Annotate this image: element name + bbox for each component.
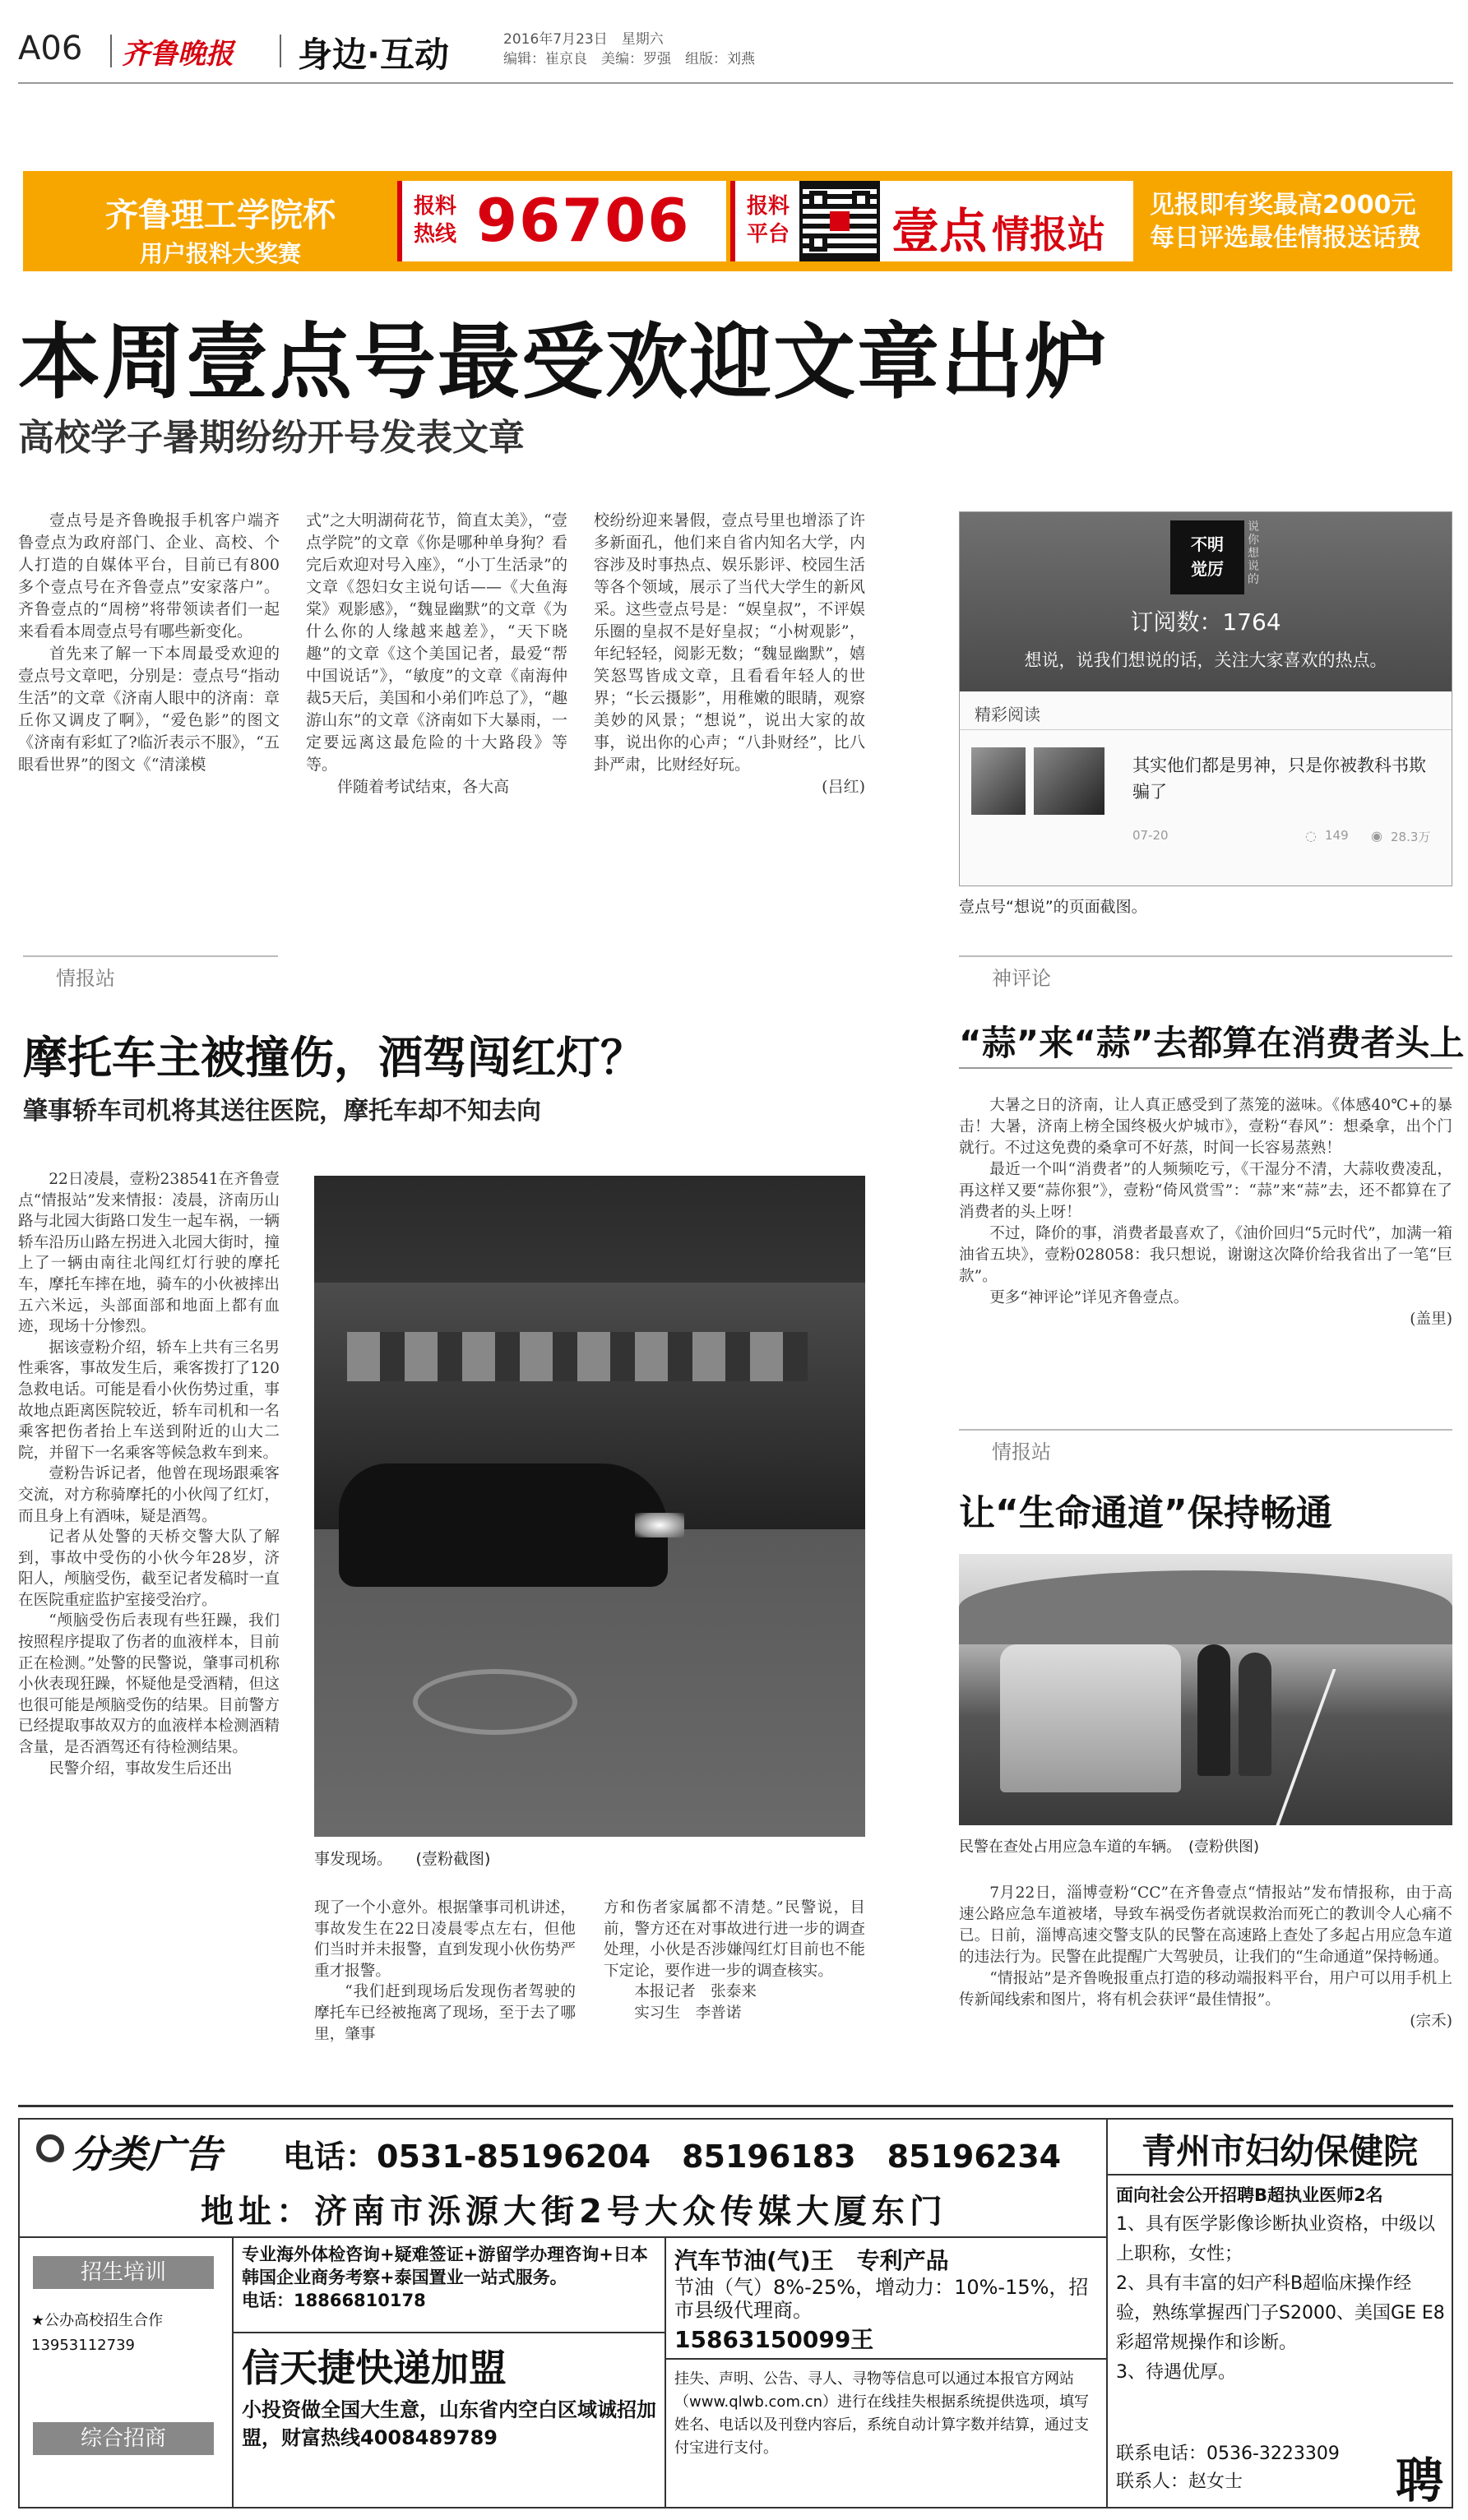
road-marking (413, 1669, 577, 1735)
masthead (18, 23, 1453, 81)
divider (960, 729, 1452, 730)
screenshot-caption: 壹点号“想说”的页面截图。 (959, 898, 1147, 916)
lead-column-2 (306, 510, 567, 798)
lead-column-1 (18, 510, 280, 776)
platform-box (730, 181, 1133, 261)
ads-phone[interactable]: 电话：0531-85196204 85196183 85196234 (283, 2139, 1062, 2175)
hillside (959, 1570, 1452, 1644)
hotline-number[interactable]: 96706 (476, 186, 691, 255)
ads-vertical-rule (232, 2238, 234, 2507)
commentary-headline: “蒜”来“蒜”去都算在消费者头上 (959, 1023, 1465, 1063)
brand-name: 壹点 (891, 203, 988, 259)
hospital-contact (1116, 2440, 1340, 2496)
ads-address: 地址：济南市泺源大街2号大众传媒大厦东门 (201, 2193, 947, 2231)
commentary-paragraph: 不过，降价的事，消费者最喜欢了，《油价回归“5元时代”，加满一箱油省五块》，壹粉028058：我只想说，谢谢这次降价给我省出了一笔“巨款”。 (959, 1225, 1452, 1285)
lane-paragraph: 7月22日，淄博壹粉“CC”在齐鲁壹点“情报站”发布情报称，由于高速公路应急车道被堵，导致车祸受伤者就误救治而死亡的教训令人心痛不已。日前，淄博高速交警支队的民警在高速路上查处了多起占用应急车道的违法行为。民警在此提醒广大驾驶员，让我们的“生命通道”保持畅通。 (959, 1884, 1452, 1966)
lead-subhead: 高校学子暑期纷纷开号发表文章 (18, 417, 525, 459)
issue-date: 2016年7月23日 (503, 31, 608, 48)
paper-name: 齐鲁晚报 (122, 38, 234, 71)
brand-subname: 情报站 (992, 212, 1106, 257)
article-thumb-2 (1034, 747, 1104, 815)
car-headlight (635, 1513, 684, 1537)
classified-header (20, 2120, 1106, 2238)
express-ad (242, 2338, 661, 2452)
banner-title-line2: 用户报料大奖赛 (139, 240, 301, 267)
moto-column-2 (314, 1898, 576, 2045)
commentary-signature: (盖里) (1410, 1311, 1452, 1328)
fuel-saver-title: 汽车节油(气)王 专利产品 (674, 2247, 949, 2274)
police-checkpoint-photo (959, 1554, 1452, 1825)
visa-ad (242, 2243, 661, 2312)
banner-title (56, 189, 385, 269)
category-business[interactable]: 综合招商 (33, 2422, 214, 2455)
brand-logo (891, 192, 1105, 261)
requirement-item: 3、待遇优厚。 (1116, 2362, 1236, 2383)
wemedia-screenshot (959, 511, 1452, 886)
edition-info (503, 30, 755, 69)
car-shape (339, 1463, 668, 1587)
classified-ads (18, 2118, 1108, 2508)
hospital-requirements (1116, 2210, 1445, 2388)
express-ad-title: 信天捷快递加盟 (242, 2346, 507, 2390)
moto-headline: 摩托车主被撞伤，酒驾闯红灯？ (23, 1032, 645, 1084)
education-ad (31, 2309, 163, 2358)
profile-description: 想说，说我们想说的话，关注大家喜欢的热点。 (1024, 650, 1387, 670)
hospital-phone[interactable]: 联系电话：0536-3223309 (1116, 2444, 1340, 2464)
moto-paragraph: 壹粉告诉记者，他曾在现场跟乘客交流，对方称骑摩托的小伙闯了红灯，而且身上有酒味，疑是酒驾。 (18, 1465, 280, 1525)
lead-headline: 本周壹点号最受欢迎文章出炉 (18, 314, 1109, 410)
profile-side-text: 说你想说的 (1248, 520, 1259, 586)
express-ad-text: 小投资做全国大生意，山东省内空白区域诚招加盟，财富热线4008489789 (242, 2398, 656, 2449)
hotline-box (397, 181, 726, 261)
platform-label: 报料 平台 (747, 194, 790, 247)
hotline-label: 报料 热线 (414, 194, 457, 247)
moto-paragraph: 方和伤者家属都不清楚。”民警说，目前，警方还在对事故进行进一步的调查处理，小伙是否涉嫌闯红灯目前也不能下定论，要作进一步的调查核实。 (604, 1899, 865, 1980)
moto-paragraph: “我们赶到现场后发现伤者驾驶的摩托车已经被拖离了现场，至于去了哪里，肇事 (314, 1983, 576, 2043)
ads-logo-icon (36, 2134, 64, 2162)
article-date: 07-20 (1132, 828, 1169, 843)
hospital-ad (1108, 2118, 1453, 2508)
requirement-item: 1、具有医学影像诊断执业资格，中级以上职称，女性； (1116, 2214, 1435, 2264)
masthead-divider (110, 35, 112, 67)
banner-promo (1150, 189, 1421, 255)
hospital-subtitle: 面向社会公开招聘B超执业医师2名 (1116, 2185, 1383, 2205)
masthead-rule (18, 82, 1453, 84)
education-ad-phone[interactable]: 13953112739 (31, 2337, 135, 2354)
moto-paragraph: 民警介绍，事故发生后还出 (49, 1759, 233, 1778)
section-label-intel: 情报站 (23, 955, 278, 991)
ads-top-rule (18, 2105, 1453, 2107)
lead-signature: (吕红) (822, 778, 865, 796)
hospital-name: 青州市妇幼保健院 (1141, 2131, 1418, 2171)
visa-ad-text: 专业海外体检咨询+疑难签证+游留学办理咨询+日本韩国企业商务考察+泰国置业一站式服务。 (242, 2245, 648, 2287)
article-thumb-1 (971, 747, 1026, 815)
lead-column-3 (594, 510, 865, 798)
qr-code-icon[interactable] (803, 184, 877, 258)
building-lights (347, 1332, 808, 1381)
police-officer-2 (1239, 1653, 1271, 1776)
visa-ad-phone[interactable]: 电话：18866810178 (242, 2291, 426, 2310)
requirement-item: 2、具有丰富的妇产科B超临床操作经验，熟练掌握西门子S2000、美国GE E8彩超常规操作和诊断。 (1116, 2273, 1445, 2353)
fuel-saver-phone[interactable]: 15863150099王 (674, 2326, 874, 2353)
likes-count: 149 (1325, 828, 1349, 843)
hospital-contact-person: 联系人：赵女士 (1116, 2471, 1243, 2492)
section-label-commentary: 神评论 (959, 955, 1452, 991)
lane-paragraph: “情报站”是齐鲁晚报重点打造的移动端报料平台，用户可以用手机上传新闻线索和图片，将有机会获评“最佳情报”。 (959, 1970, 1452, 2009)
article-title-link[interactable]: 其实他们都是男神，只是你被教科书欺骗了 (1132, 756, 1426, 802)
lead-paragraph: 校纷纷迎来暑假，壹点号里也增添了许多新面孔，他们来自省内知名大学，内容涉及时事热点、娱乐影评、校园生活等各个领域，展示了当代大学生的新风采。这些壹点号是：“娱皇叔”，不评娱乐圈的皇叔不是好皇叔；“小树观影”，年纪轻轻，阅影无数；“魏显幽默”，嬉笑怒骂皆成文章，且看看年轻人的世界；“长云摄影”，用稚嫩的眼睛，观察美妙的风景；“想说”，说出大家的故事，说出你的心声；“八卦财经”，比八卦严肃，比财经好玩。 (594, 511, 865, 774)
section-label-intel-2: 情报站 (959, 1429, 1452, 1464)
commentary-paragraph: 大暑之日的济南，让人真正感受到了蒸笼的滋味。《体感40℃+的暴击！大暑，济南上榜全国终极火炉城市》，壹粉“春风”：想桑拿，出个门就行。不过这免费的桑拿可不好蒸，时间一长容易蒸熟！ (959, 1097, 1452, 1157)
reporter-credit: 本报记者 张泰来 (634, 1983, 757, 2001)
lane-line (1276, 1669, 1336, 1825)
subscriber-count: 订阅数：1764 (1130, 608, 1281, 636)
category-education[interactable]: 招生培训 (33, 2256, 214, 2289)
eye-icon: ◉ (1371, 828, 1382, 844)
notice-ad: 挂失、声明、公告、寻人、寻物等信息可以通过本报官方网站（www.qlwb.com.cn）进行在线挂失根据系统提供选项，填写姓名、电话以及刊登内容后，系统自动计算字数并结算，通过支付宝进行支付。 (674, 2370, 1089, 2457)
fuel-saver-ad (674, 2243, 1098, 2355)
ads-rule-h-2 (666, 2358, 1106, 2360)
commentary-body (959, 1095, 1452, 1330)
views-count: 28.3万 (1391, 830, 1431, 844)
lane-body (959, 1883, 1452, 2032)
ads-vertical-rule-2 (665, 2238, 666, 2507)
section-name: 身边·互动 (298, 35, 449, 75)
moto-subhead: 肇事轿车司机将其送往医院，摩托车却不知去向 (23, 1097, 541, 1126)
layout-credit: 组版：刘燕 (685, 51, 755, 67)
ads-rule-h (234, 2332, 665, 2333)
profile-logo: 不明 觉厉 (1170, 520, 1244, 594)
lead-paragraph: 伴随着考试结束，各大高 (337, 778, 510, 796)
lead-paragraph: 式”之大明湖荷花节，简直太美》，“壹点学院”的文章《你是哪种单身狗？看完后欢迎对号入座》，“小丁生活录”的文章《怨妇女主说句话——《大鱼海棠》观影感》，“魏显幽默”的文章《为什么你的人缘越来越差》，“天下晓趣”的文章《这个美国记者，最爱“帮中国说话”》，“敏度”的文章《南海仲裁5天后，美国和小弟们咋总了》，“趣游山东”的文章《济南如下大暴雨，一定要远离这最危险的十大路段》等等。 (306, 511, 567, 774)
police-officer-1 (1197, 1644, 1230, 1776)
fuel-saver-text: 节油（气）8%-25%，增动力：10%-15%，招市县级代理商。 (674, 2276, 1089, 2322)
page-number: A06 (18, 30, 83, 67)
intern-credit: 实习生 李普诺 (634, 2004, 742, 2022)
editor-credit: 编辑：崔京良 (503, 51, 587, 67)
hospital-rule (1108, 2174, 1452, 2176)
lane-signature: (宗禾) (1410, 2013, 1452, 2030)
classified-title: 分类广告 (71, 2132, 222, 2176)
promo-line2: 每日评选最佳情报送话费 (1150, 224, 1421, 252)
lane-headline: 让“生命通道”保持畅通 (959, 1492, 1332, 1534)
commentary-rule (959, 1067, 1452, 1069)
suv-shape (1000, 1644, 1181, 1792)
commentary-paragraph: 最近一个叫“消费者”的人频频吃亏，《干湿分不清，大蒜收费凌乱，再这样又要“蒜你狠”》，壹粉“倚风赏雪”：“蒜”来“蒜”去，还不都算在了消费者的头上呀！ (959, 1161, 1452, 1221)
education-ad-text: ★公办高校招生合作 (31, 2312, 164, 2329)
moto-column-1 (18, 1169, 280, 1779)
promo-line1: 见报即有奖最高2000元 (1150, 191, 1416, 220)
photo-caption: 事发现场。 (壹粉截图) (314, 1850, 491, 1868)
hire-badge: 聘 (1396, 2453, 1444, 2508)
moto-paragraph: 现了一个小意外。根据肇事司机讲述，事故发生在22日凌晨零点左右，但他们当时并未报警，直到发现小伙伤势严重才报警。 (314, 1899, 576, 1980)
commentary-paragraph: 更多“神评论”详见齐鲁壹点。 (989, 1289, 1189, 1306)
lead-paragraph: 首先来了解一下本周最受欢迎的壹点号文章吧，分别是：壹点号“指动生活”的文章《济南人眼中的济南：章丘你又调皮了啊》，“爱色影”的图文《济南有彩虹了?临沂表示不服》，“五眼看世界”的图文《“清漾模 (18, 645, 280, 774)
moto-paragraph: “颅脑受伤后表现有些狂躁，我们按照程序提取了伤者的血液样本，目前正在检测。”处警的民警说，肇事司机称小伙表现狂躁，怀疑他是受酒精，但这也很可能是颅脑受伤的结果。目前警方已经提取事故双方的血液样本检测酒精含量，是否酒驾还有待检测结果。 (18, 1612, 280, 1757)
art-credit: 美编：罗强 (601, 51, 671, 67)
tab-featured[interactable]: 精彩阅读 (975, 705, 1040, 724)
masthead-divider-2 (280, 35, 281, 67)
profile-header (960, 512, 1452, 691)
moto-paragraph: 记者从处警的天桥交警大队了解到，事故中受伤的小伙今年28岁，济阳人，颅脑受伤，截至记者发稿时一直在医院重症监护室接受治疗。 (18, 1528, 280, 1609)
accident-scene-photo (314, 1176, 865, 1837)
issue-weekday: 星期六 (621, 31, 664, 48)
comment-icon: ◌ (1305, 828, 1317, 844)
lead-paragraph: 壹点号是齐鲁晚报手机客户端齐鲁壹点为政府部门、企业、高校、个人打造的自媒体平台，目前已有800多个壹点号在齐鲁壹点”安家落户”。齐鲁壹点的“周榜”将带领读者们一起来看看本周壹点号有哪些新变化。 (18, 511, 280, 640)
tipoff-banner (23, 171, 1452, 271)
banner-title-line1: 齐鲁理工学院杯 (105, 197, 336, 234)
lane-photo-caption: 民警在查处占用应急车道的车辆。 (壹粉供图) (959, 1838, 1260, 1856)
moto-column-3 (604, 1898, 865, 2024)
moto-paragraph: 据该壹粉介绍，轿车上共有三名男性乘客，事故发生后，乘客拨打了120急救电话。可能是看小伙伤势过重，事故地点距离医院较近，轿车司机和一名乘客把伤者抬上车送到附近的山大二院，并留下一名乘客等候急救车到来。 (18, 1339, 280, 1462)
moto-paragraph: 22日凌晨，壹粉238541在齐鲁壹点“情报站”发来情报：凌晨，济南历山路与北园大街路口发生一起车祸，一辆轿车沿历山路左拐进入北园大街时，撞上了一辆由南往北闯红灯行驶的摩托车，摩托车摔在地，骑车的小伙被摔出五六米远，头部面部和地面上都有血迹，现场十分惨烈。 (18, 1171, 280, 1336)
